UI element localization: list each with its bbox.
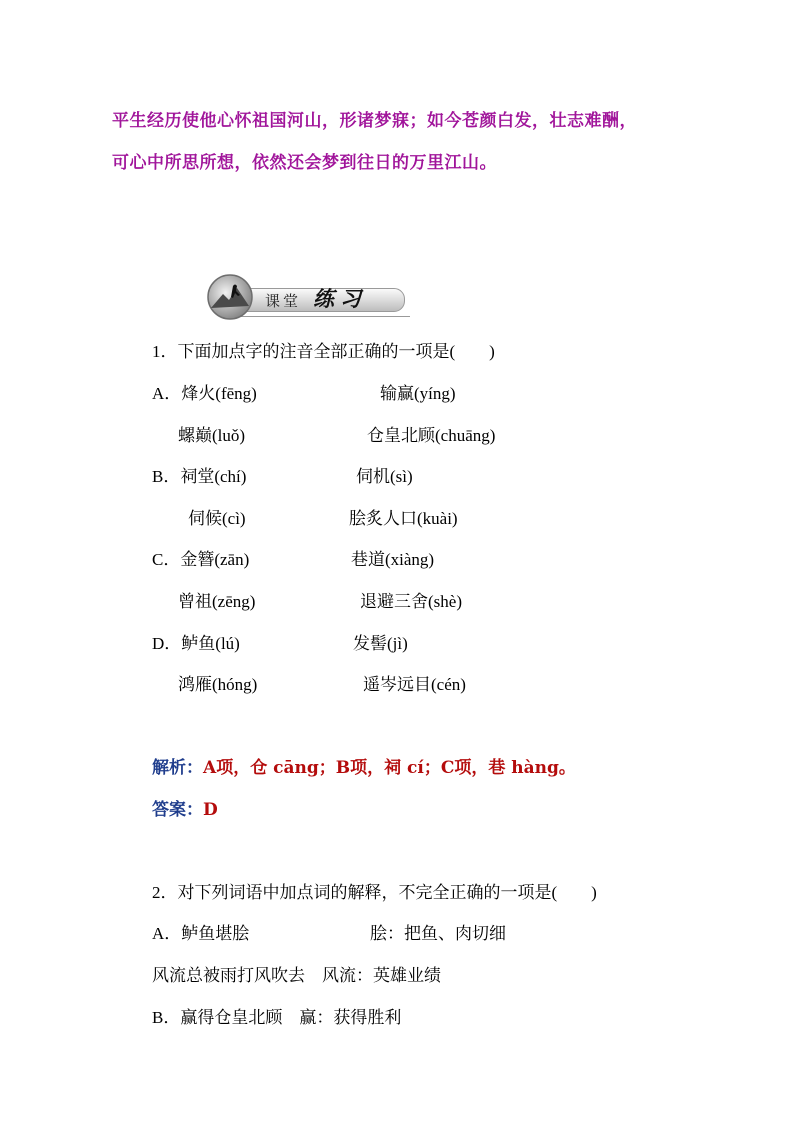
banner-title-b: 练习 [313, 286, 367, 311]
banner-title-a: 课堂 [265, 292, 302, 310]
section-banner [205, 272, 410, 322]
q1-option-d-right: 发髻(jì) [353, 634, 408, 653]
answer-value: D [203, 800, 218, 820]
analysis-label: 解析： [152, 758, 203, 778]
q1-option-d2-right: 遥岑远目(cén) [363, 675, 466, 694]
q1-option-a2-right: 仓皇北顾(chuāng) [367, 426, 496, 445]
q1-option-d2-left: 鸿雁(hóng) [178, 675, 258, 694]
q2-option-a-left: A．鲈鱼堪脍 [152, 924, 250, 943]
q2-option-b: B．赢得仓皇北顾 赢：获得胜利 [152, 1008, 402, 1027]
answer-line [152, 795, 218, 820]
q1-option-a-right: 输赢(yíng) [380, 384, 456, 403]
hiker-mountain-icon [205, 272, 255, 322]
q2-option-a2: 风流总被雨打风吹去 风流：英雄业绩 [152, 966, 441, 985]
intro-line-1: 平生经历使他心怀祖国河山，形诸梦寐；如今苍颜白发，壮志难酬， [112, 111, 637, 131]
q1-option-d-left: D．鲈鱼(lú) [152, 634, 240, 653]
q2-stem: 2．对下列词语中加点词的解释，不完全正确的一项是( ) [152, 883, 597, 902]
q2-option-a-right: 脍：把鱼、肉切细 [370, 924, 506, 943]
q1-option-c2-right: 退避三舍(shè) [360, 592, 462, 611]
q1-option-a-left: A．烽火(fēng) [152, 384, 257, 403]
answer-label: 答案： [152, 800, 203, 820]
q1-option-b-left: B．祠堂(chí) [152, 467, 247, 486]
analysis-line [152, 753, 576, 778]
banner-underline [230, 316, 410, 317]
q1-option-b2-left: 伺候(cì) [188, 509, 246, 528]
analysis-text: A项，仓 cāng；B项，祠 cí；C项，巷 hàng。 [203, 758, 576, 778]
q1-option-a2-left: 螺巅(luǒ) [178, 426, 246, 445]
q1-option-b-right: 伺机(sì) [356, 467, 413, 486]
q1-option-c-right: 巷道(xiàng) [351, 550, 435, 569]
q1-option-b2-right: 脍炙人口(kuài) [349, 509, 458, 528]
intro-line-2: 可心中所思所想，依然还会梦到往日的万里江山。 [112, 153, 497, 173]
q1-stem: 1．下面加点字的注音全部正确的一项是( ) [152, 342, 495, 361]
q1-option-c-left: C．金簪(zān) [152, 550, 250, 569]
q1-option-c2-left: 曾祖(zēng) [178, 592, 256, 611]
